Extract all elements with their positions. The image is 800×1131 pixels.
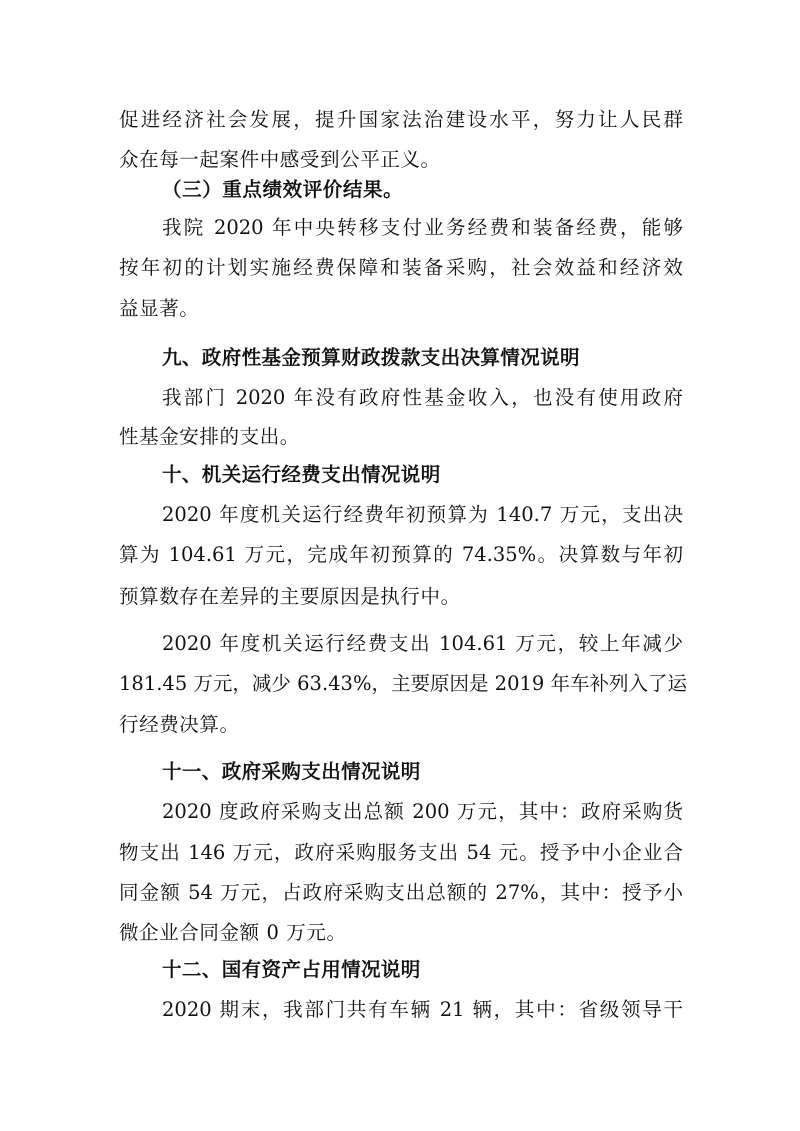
paragraph-line: 算为 104.61 万元，完成年初预算的 74.35%。决算数与年初 [119, 543, 683, 566]
paragraph-line: 2020 度政府采购支出总额 200 万元，其中：政府采购货 [162, 800, 683, 823]
section-heading: 十一、政府采购支出情况说明 [162, 760, 421, 783]
paragraph-line: 行经费决算。 [119, 713, 240, 736]
paragraph-line: 益显著。 [119, 297, 200, 320]
paragraph-line: 我部门 2020 年没有政府性基金收入，也没有使用政府 [162, 386, 683, 409]
paragraph-line: 预算数存在差异的主要原因是执行中。 [119, 585, 461, 608]
paragraph-line: 微企业合同金额 0 万元。 [119, 921, 347, 944]
section-heading: 十、机关运行经费支出情况说明 [162, 463, 441, 486]
paragraph-line: 促进经济社会发展，提升国家法治建设水平，努力让人民群 [119, 108, 683, 131]
paragraph-line: 我院 2020 年中央转移支付业务经费和装备经费，能够 [162, 216, 683, 239]
paragraph-line: 2020 期末，我部门共有车辆 21 辆，其中：省级领导干 [162, 998, 683, 1021]
paragraph-line: 按年初的计划实施经费保障和装备采购，社会效益和经济效 [119, 256, 683, 279]
section-heading: 九、政府性基金预算财政拨款支出决算情况说明 [162, 346, 580, 369]
paragraph-line: 物支出 146 万元，政府采购服务支出 54 元。授予中小企业合 [119, 841, 683, 864]
paragraph-line: 181.45 万元，减少 63.43%，主要原因是 2019 年车补列入了运 [119, 672, 688, 695]
paragraph-line: 性基金安排的支出。 [119, 425, 300, 448]
section-subheading: （三）重点绩效评价结果。 [162, 178, 404, 201]
paragraph-line: 2020 年度机关运行经费支出 104.61 万元，较上年减少 [162, 632, 683, 655]
paragraph-line: 同金额 54 万元，占政府采购支出总额的 27%，其中：授予小 [119, 881, 683, 904]
paragraph-line: 2020 年度机关运行经费年初预算为 140.7 万元，支出决 [162, 503, 683, 526]
section-heading: 十二、国有资产占用情况说明 [162, 958, 421, 981]
paragraph-line: 众在每一起案件中感受到公平正义。 [119, 148, 441, 171]
